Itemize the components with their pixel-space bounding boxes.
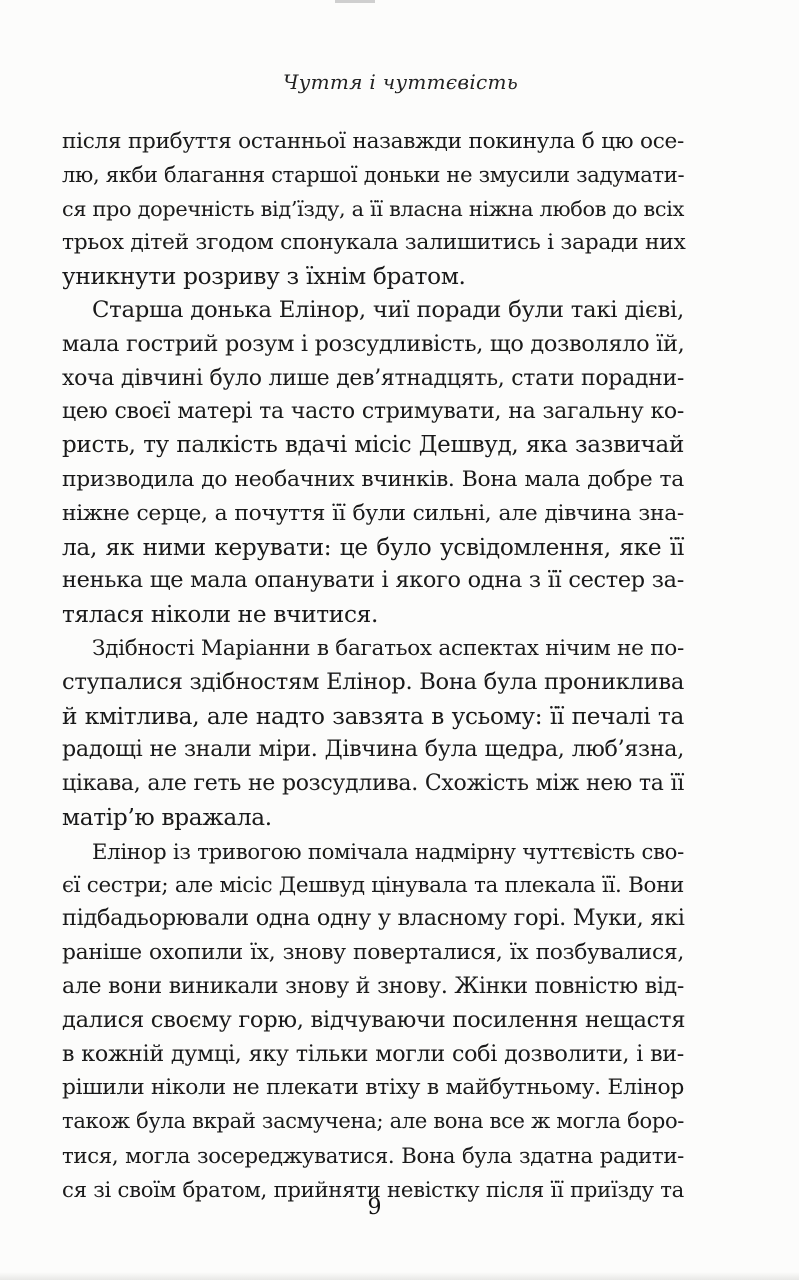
text-line: раніше охопили їх, знову поверталися, їх позбувалися,: [62, 940, 684, 966]
text-line: ла, як ними керувати: це було усвідомлення, яке її: [62, 533, 684, 561]
text-line: радощі не знали міри. Дівчина була щедра, люб’язна,: [62, 736, 684, 763]
page-number: 9: [367, 1195, 382, 1220]
text-line: ступалися здібностям Елінор. Вона була прониклива: [62, 668, 685, 695]
text-line: після прибуття останньої назавжди покинула б цю осе-: [62, 129, 684, 154]
text-line: ся зі своїм братом, прийняти невістку після її приїзду та: [62, 1176, 684, 1202]
body-text: [62, 125, 684, 1207]
text-line: єї сестри; але місіс Дешвуд цінувала та плекала її. Вони: [62, 872, 684, 898]
text-line: рішили ніколи не плекати втіху в майбутньому. Елінор: [62, 1075, 684, 1101]
text-line: ніжне серце, а почуття її були сильні, але дівчина зна-: [62, 500, 684, 526]
text-line: цею своєї матері та часто стримувати, на загальну ко-: [62, 399, 684, 425]
text-line: матір’ю вражала.: [62, 803, 272, 831]
text-line: призводила до необачних вчинків. Вона мала добре та: [62, 466, 684, 492]
text-line: Старша донька Елінор, чиї поради були такі дієві,: [92, 296, 684, 323]
text-line: також була вкрай засмучена; але вона все ж могла боро-: [62, 1109, 685, 1134]
text-line: ся про доречність від’їзду, а її власна ніжна любов до всіх: [62, 196, 684, 221]
text-line: тялася ніколи не вчитися.: [62, 601, 379, 629]
text-line: хоча дівчині було лише дев’ятнадцять, стати порадни-: [62, 365, 684, 391]
text-line: ненька ще мала опанувати і якого одна з її сестер за-: [62, 567, 684, 594]
page-top-edge-mark: [335, 0, 375, 3]
page-bottom-edge: [0, 1272, 799, 1280]
text-line: в кожній думці, яку тільки могли собі дозволити, і ви-: [62, 1040, 684, 1067]
text-line: мала гострий розум і розсудливість, що дозволяло їй,: [62, 330, 685, 357]
text-line: уникнути розриву з їхнім братом.: [62, 263, 466, 291]
text-line: лю, якби благання старшої доньки не змусили задумати-: [62, 162, 685, 187]
text-line: цікава, але геть не розсудлива. Схожість між нею та її: [62, 771, 684, 797]
text-line: Здібності Маріанни в багатьох аспектах нічим не по-: [92, 635, 684, 661]
text-line: далися своєму горю, відчуваючи посилення нещастя: [62, 1006, 686, 1033]
text-line: але вони виникали знову й знову. Жінки повністю від-: [62, 973, 684, 999]
text-line: тися, могла зосереджуватися. Вона була здатна радити-: [62, 1142, 684, 1168]
text-line: підбадьорювали одна одну у власному горі. Муки, які: [62, 905, 685, 932]
text-line: Елінор із тривогою помічала надмірну чуттєвість сво-: [92, 838, 684, 864]
text-line: трьох дітей згодом спонукала залишитись і заради них: [62, 230, 686, 256]
text-line: ристь, ту палкість вдачі місіс Дешвуд, яка зазвичай: [62, 432, 684, 459]
running-head: Чуття і чуттєвість: [283, 70, 519, 94]
text-line: й кмітлива, але надто завзята в усьому: її печалі та: [62, 702, 684, 730]
